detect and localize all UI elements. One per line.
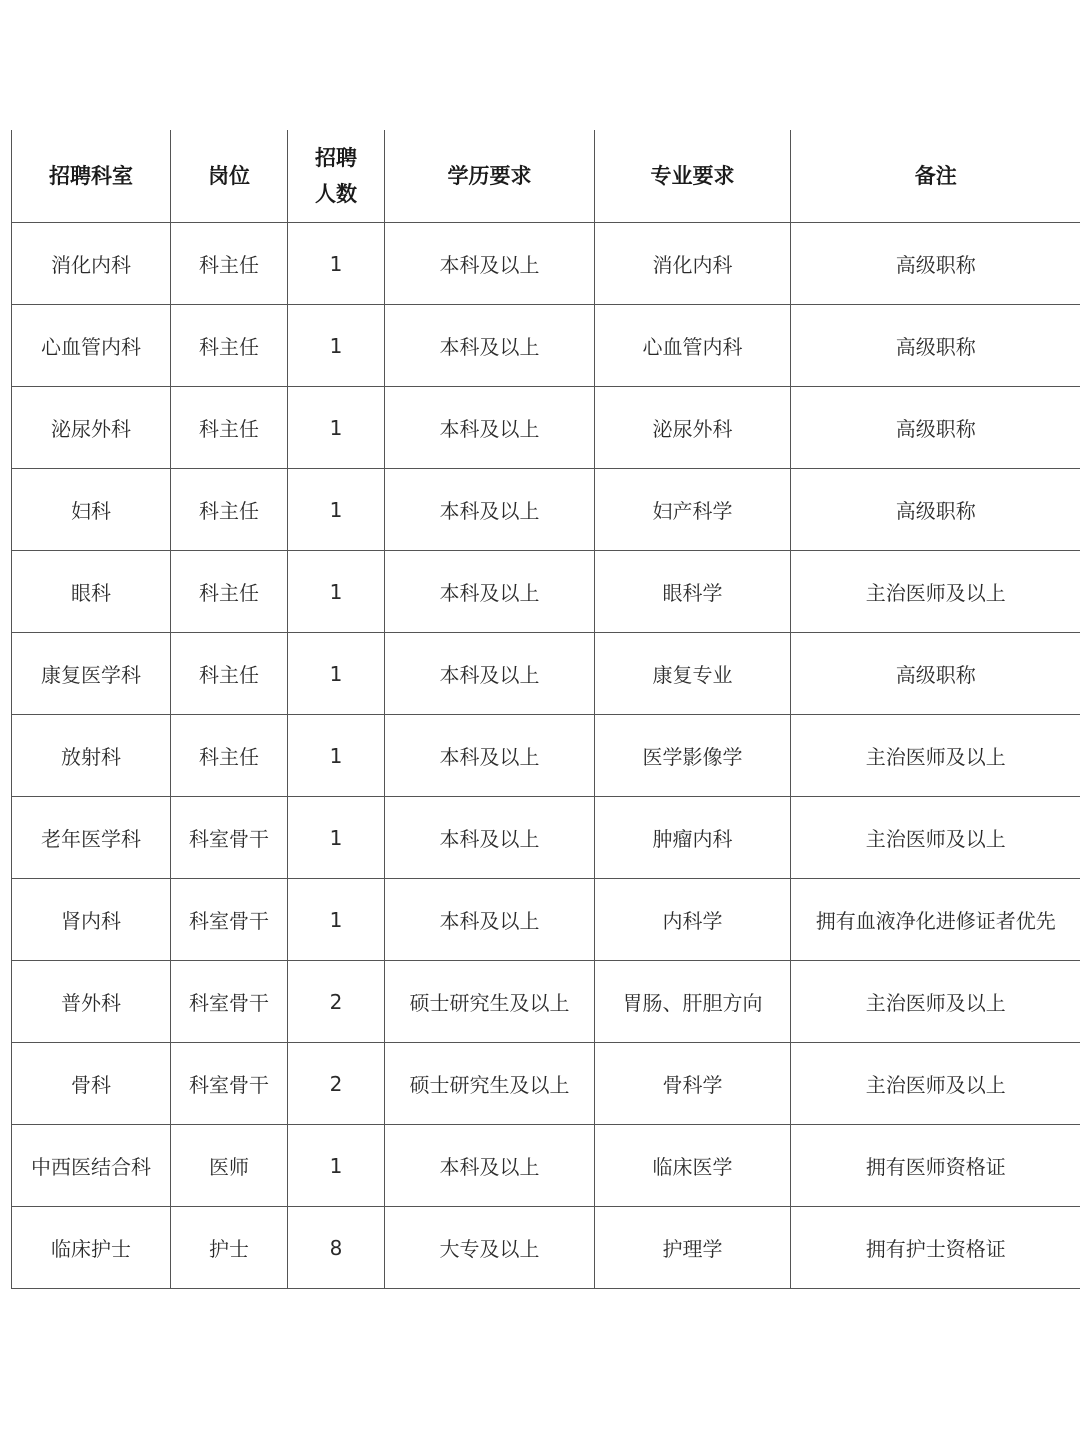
table-row: [12, 387, 1080, 469]
cell-position: 科主任: [171, 387, 288, 469]
header-remark: 备注: [791, 130, 1080, 223]
cell-remark: 拥有护士资格证: [791, 1207, 1080, 1289]
cell-education: 本科及以上: [385, 551, 595, 633]
cell-dept: 眼科: [12, 551, 171, 633]
cell-count: 1: [288, 715, 385, 797]
cell-dept: 放射科: [12, 715, 171, 797]
cell-dept: 普外科: [12, 961, 171, 1043]
table-row: [12, 469, 1080, 551]
cell-remark: 高级职称: [791, 223, 1080, 305]
cell-education: 硕士研究生及以上: [385, 1043, 595, 1125]
table-row: [12, 961, 1080, 1043]
cell-dept: 肾内科: [12, 879, 171, 961]
cell-remark: 高级职称: [791, 387, 1080, 469]
cell-major: 护理学: [595, 1207, 791, 1289]
header-major: 专业要求: [595, 130, 791, 223]
cell-position: 科主任: [171, 305, 288, 387]
cell-education: 本科及以上: [385, 223, 595, 305]
cell-dept: 心血管内科: [12, 305, 171, 387]
cell-remark: 主治医师及以上: [791, 797, 1080, 879]
table-body: [12, 223, 1080, 1289]
cell-position: 科主任: [171, 551, 288, 633]
header-count: [288, 130, 385, 223]
cell-count: 2: [288, 1043, 385, 1125]
cell-count: 1: [288, 469, 385, 551]
header-position: 岗位: [171, 130, 288, 223]
cell-position: 科室骨干: [171, 797, 288, 879]
cell-count: 1: [288, 387, 385, 469]
cell-dept: 中西医结合科: [12, 1125, 171, 1207]
cell-major: 泌尿外科: [595, 387, 791, 469]
cell-remark: 高级职称: [791, 633, 1080, 715]
table-header-row: [12, 130, 1080, 223]
cell-education: 本科及以上: [385, 1125, 595, 1207]
table-row: [12, 1043, 1080, 1125]
cell-count: 1: [288, 1125, 385, 1207]
header-count-line2: 人数: [315, 182, 357, 206]
table-row: [12, 715, 1080, 797]
table-row: [12, 879, 1080, 961]
cell-position: 科主任: [171, 469, 288, 551]
cell-remark: 拥有血液净化进修证者优先: [791, 879, 1080, 961]
table-row: [12, 1125, 1080, 1207]
cell-major: 临床医学: [595, 1125, 791, 1207]
table-row: [12, 551, 1080, 633]
cell-education: 本科及以上: [385, 715, 595, 797]
cell-education: 硕士研究生及以上: [385, 961, 595, 1043]
cell-count: 1: [288, 551, 385, 633]
cell-dept: 康复医学科: [12, 633, 171, 715]
table-row: [12, 1207, 1080, 1289]
cell-education: 本科及以上: [385, 387, 595, 469]
cell-position: 医师: [171, 1125, 288, 1207]
cell-education: 本科及以上: [385, 797, 595, 879]
cell-position: 科主任: [171, 715, 288, 797]
cell-major: 医学影像学: [595, 715, 791, 797]
cell-major: 眼科学: [595, 551, 791, 633]
cell-major: 妇产科学: [595, 469, 791, 551]
recruitment-table: [11, 130, 1080, 1289]
cell-position: 科主任: [171, 223, 288, 305]
header-count-line1: 招聘: [315, 146, 357, 170]
cell-major: 康复专业: [595, 633, 791, 715]
cell-dept: 消化内科: [12, 223, 171, 305]
cell-remark: 主治医师及以上: [791, 551, 1080, 633]
cell-position: 科室骨干: [171, 879, 288, 961]
cell-count: 1: [288, 879, 385, 961]
cell-count: 1: [288, 633, 385, 715]
header-education: 学历要求: [385, 130, 595, 223]
cell-education: 本科及以上: [385, 305, 595, 387]
cell-major: 心血管内科: [595, 305, 791, 387]
table-row: [12, 305, 1080, 387]
table-row: [12, 223, 1080, 305]
cell-education: 本科及以上: [385, 633, 595, 715]
cell-count: 1: [288, 223, 385, 305]
cell-dept: 老年医学科: [12, 797, 171, 879]
cell-count: 8: [288, 1207, 385, 1289]
cell-remark: 高级职称: [791, 305, 1080, 387]
cell-remark: 主治医师及以上: [791, 1043, 1080, 1125]
cell-education: 本科及以上: [385, 469, 595, 551]
cell-education: 本科及以上: [385, 879, 595, 961]
cell-remark: 主治医师及以上: [791, 715, 1080, 797]
table-row: [12, 797, 1080, 879]
cell-count: 1: [288, 305, 385, 387]
cell-remark: 高级职称: [791, 469, 1080, 551]
cell-dept: 妇科: [12, 469, 171, 551]
cell-position: 科室骨干: [171, 1043, 288, 1125]
cell-count: 2: [288, 961, 385, 1043]
cell-remark: 拥有医师资格证: [791, 1125, 1080, 1207]
cell-education: 大专及以上: [385, 1207, 595, 1289]
header-dept: 招聘科室: [12, 130, 171, 223]
cell-major: 消化内科: [595, 223, 791, 305]
cell-position: 科主任: [171, 633, 288, 715]
cell-remark: 主治医师及以上: [791, 961, 1080, 1043]
cell-major: 肿瘤内科: [595, 797, 791, 879]
cell-position: 科室骨干: [171, 961, 288, 1043]
cell-dept: 骨科: [12, 1043, 171, 1125]
cell-dept: 泌尿外科: [12, 387, 171, 469]
cell-major: 内科学: [595, 879, 791, 961]
cell-major: 胃肠、肝胆方向: [595, 961, 791, 1043]
cell-count: 1: [288, 797, 385, 879]
cell-position: 护士: [171, 1207, 288, 1289]
cell-major: 骨科学: [595, 1043, 791, 1125]
cell-dept: 临床护士: [12, 1207, 171, 1289]
recruitment-table-container: [11, 130, 1080, 1289]
table-row: [12, 633, 1080, 715]
